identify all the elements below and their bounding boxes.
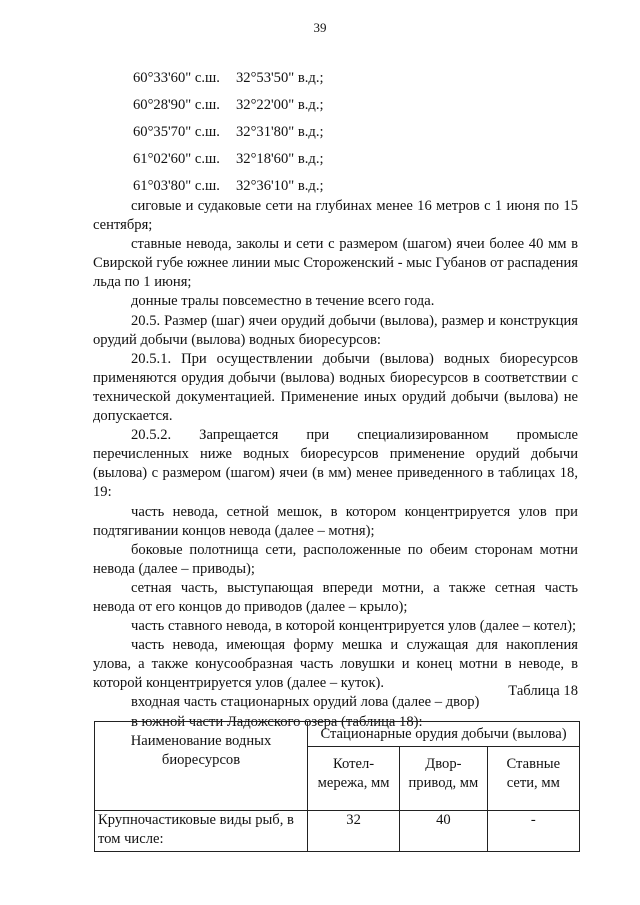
coordinate-longitude: 32°18'60" в.д.; <box>236 151 324 168</box>
table-row <box>95 811 580 852</box>
coordinate-latitude: 60°28'90" с.ш. <box>133 97 220 114</box>
column-header-species: Наименование водных биоресурсов <box>95 722 308 811</box>
paragraph: донные тралы повсеместно в течение всего года. <box>131 293 435 310</box>
paragraph: сиговые и судаковые сети на глубинах менее 16 метров с 1 июня по 15 сентября; <box>93 198 578 234</box>
paragraph: 20.5.2. Запрещается при специализированном промысле перечисленных ниже водных биоресурсов применение орудий добычи (вылова) с размером (шагом) ячеи (в мм) менее приведенного в таблицах 18, 19: <box>93 427 578 501</box>
table-cell-name: Крупночастиковые виды рыб, в том числе: <box>95 811 308 852</box>
paragraph: ставные невода, заколы и сети с размером (шагом) ячеи более 40 мм в Свирской губе южнее линии мыс Стороженский - мыс Губанов от распадения льда по 1 июня; <box>93 236 578 291</box>
paragraph: в южной части Ладожского озера (таблица 18): <box>131 713 423 730</box>
coordinate-latitude: 60°35'70" с.ш. <box>133 124 220 141</box>
table-cell: - <box>487 811 579 852</box>
body-text <box>93 197 578 732</box>
coordinate-longitude: 32°53'50" в.д.; <box>236 70 324 86</box>
coordinate-row <box>133 149 324 176</box>
table-header-row <box>95 722 580 747</box>
coordinate-row <box>133 68 324 95</box>
coordinate-longitude: 32°31'80" в.д.; <box>236 124 324 141</box>
column-group-header: Стационарные орудия добычи (вылова) <box>308 722 580 747</box>
coordinate-latitude: 61°02'60" с.ш. <box>133 151 220 168</box>
coordinate-longitude: 32°22'00" в.д.; <box>236 97 324 114</box>
paragraph: 20.5.1. При осуществлении добычи (вылова) водных биоресурсов применяются орудия добычи (вылова) водных биоресурсов в соответствии с технической документацией. Применение иных орудий добычи (вылова) не допускается. <box>93 350 578 425</box>
paragraph: часть невода, имеющая форму мешка и служащая для накопления улова, а также конусообразная часть ловушки и конец мотни в неводе, в которой концентрируется улов (далее – куток). <box>93 637 578 692</box>
coordinate-latitude: 61°03'80" с.ш. <box>133 178 220 195</box>
page-number: 39 <box>313 20 327 35</box>
paragraph: часть ставного невода, в которой концентрируется улов (далее – котел); <box>131 618 577 635</box>
column-header: Ставные сети, мм <box>487 747 579 811</box>
column-header: Котел-мережа, мм <box>308 747 400 811</box>
table-caption: Таблица 18 <box>508 683 578 699</box>
paragraph: сетная часть, выступающая впереди мотни, а также сетная часть невода от его концов до приводов (далее – крыло); <box>93 579 578 615</box>
coordinate-row <box>133 122 324 149</box>
table-18 <box>94 721 580 852</box>
table-cell: 40 <box>400 811 487 852</box>
column-header: Двор-привод, мм <box>400 747 487 811</box>
coordinate-longitude: 32°36'10" в.д.; <box>236 178 324 195</box>
coordinates-list <box>133 68 324 203</box>
paragraph: 20.5. Размер (шаг) ячеи орудий добычи (вылова), размер и конструкция орудий добычи (вылова) водных биоресурсов: <box>93 312 578 348</box>
paragraph: входная часть стационарных орудий лова (далее – двор) <box>131 694 480 711</box>
paragraph: часть невода, сетной мешок, в котором концентрируется улов при подтягивании концов невода (далее – мотня); <box>93 503 578 539</box>
paragraph: боковые полотнища сети, расположенные по обеим сторонам мотни невода (далее – приводы); <box>93 541 578 577</box>
table-cell: 32 <box>308 811 400 852</box>
coordinate-row <box>133 95 324 122</box>
coordinate-latitude: 60°33'60" с.ш. <box>133 70 220 86</box>
